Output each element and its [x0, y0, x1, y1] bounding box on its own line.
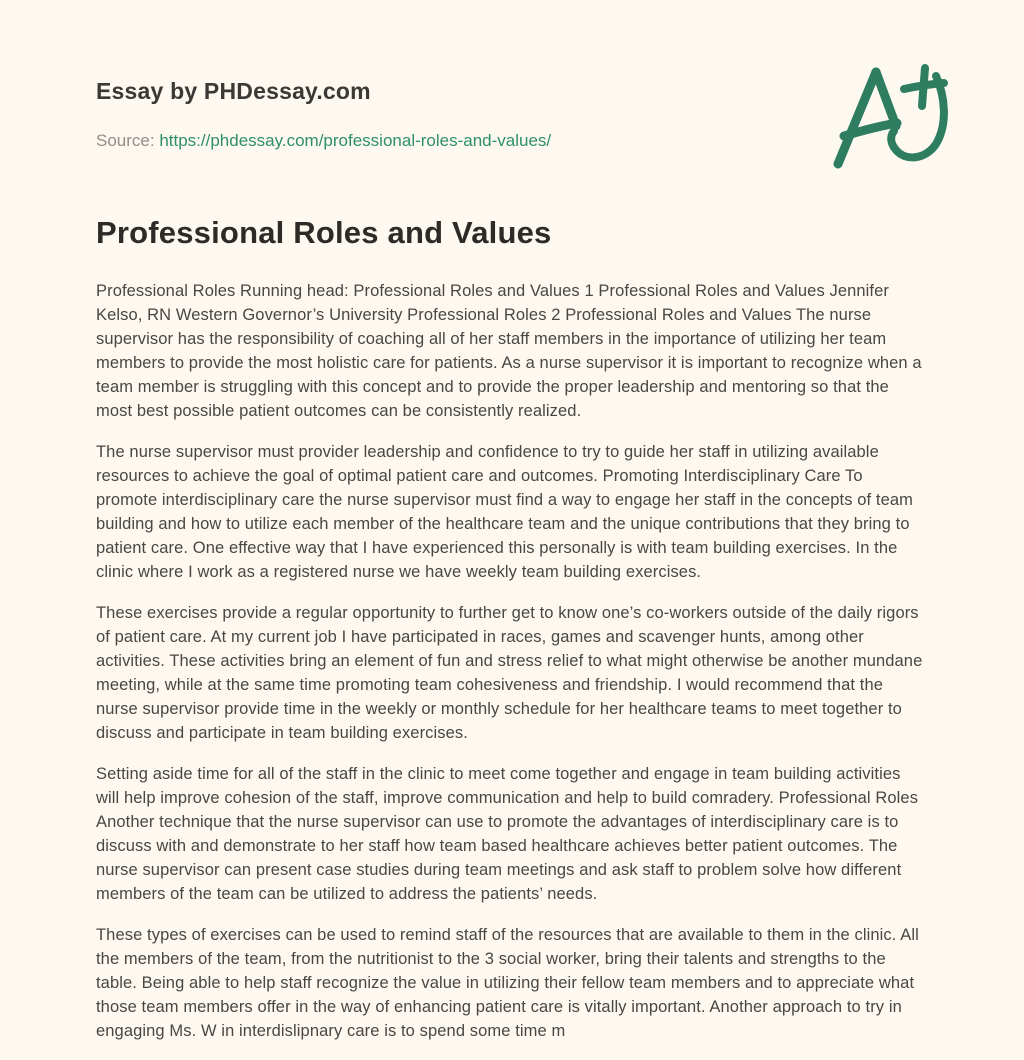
source-link[interactable]: https://phdessay.com/professional-roles-and-values/ — [159, 131, 552, 150]
page-title: Professional Roles and Values — [96, 215, 552, 250]
a-plus-logo-icon — [830, 62, 958, 172]
essay-by-heading: Essay by PHDessay.com — [96, 78, 371, 104]
essay-paragraph-5: These types of exercises can be used to remind staff of the resources that are available to them in the clinic. All the members of the team, from the nutritionist to the 3 social worker, bring their talents and strengths to the table. Being able to help staff recognize the value in utilizing their fellow team members and to appreciate what those team members offer in the way of enhancing patient care is vitally important. Another approach to try in engaging Ms. W in interdislipnary care is to spend some time m — [96, 926, 919, 1040]
essay-paragraph-3: These exercises provide a regular opportunity to further get to know one’s co-workers outside of the daily rigors of patient care. At my current job I have participated in races, games and scavenger hunts, among other activities. These activities bring an element of fun and stress relief to what might otherwise be another mundane meeting, while at the same time promoting team cohesiveness and friendship. I would recommend that the nurse supervisor provide time in the weekly or monthly schedule for her healthcare teams to meet together to discuss and participate in team building exercises. — [96, 604, 923, 742]
source-label: Source: — [96, 131, 155, 150]
essay-paragraph-4: Setting aside time for all of the staff in the clinic to meet come together and engage in team building activities will help improve cohesion of the staff, improve communication and help to build comradery. Professional Roles Another technique that the nurse supervisor can use to promote the advantages of interdisciplinary care is to discuss with and demonstrate to her staff how team based healthcare achieves better patient outcomes. The nurse supervisor can present case studies during team meetings and ask staff to problem solve how different members of the team can be utilized to address the patients’ needs. — [96, 765, 919, 903]
source-row — [96, 131, 928, 151]
essay-paragraph-1: Professional Roles Running head: Professional Roles and Values 1 Professional Roles and Values Jennifer Kelso, RN Western Governor’s University Professional Roles 2 Professional Roles and Values The nurse supervisor has the responsibility of coaching all of her staff members in the importance of utilizing her team members to provide the most holistic care for patients. As a nurse supervisor it is important to recognize when a team member is struggling with this concept and to provide the proper leadership and mentoring so that the most best possible patient outcomes can be consistently realized. — [96, 282, 922, 420]
essay-paragraph-2: The nurse supervisor must provider leadership and confidence to try to guide her staff in utilizing available resources to achieve the goal of optimal patient care and outcomes. Promoting Interdisciplinary Care To promote interdisciplinary care the nurse supervisor must find a way to engage her staff in the concepts of team building and how to utilize each member of the healthcare team and the unique contributions that they bring to patient care. One effective way that I have experienced this personally is with team building exercises. In the clinic where I work as a registered nurse we have weekly team building exercises. — [96, 443, 913, 581]
